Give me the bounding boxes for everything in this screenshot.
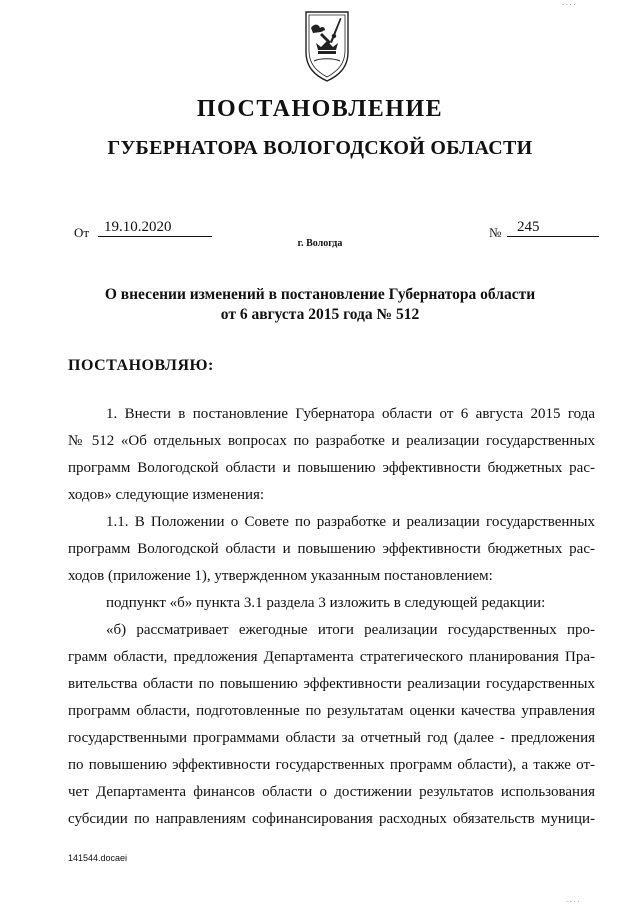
body-line: чет Департамента финансов области о достижении результатов использования [68, 784, 595, 800]
issue-city: г. Вологда [297, 238, 343, 249]
body-line: программ Вологодской области и повышению эффективности бюджетных рас- [68, 460, 595, 476]
body-line: государственными программами области за отчетный год (далее - предложения [68, 730, 595, 746]
body-line: по повышению эффективности государственных программ области), а также от- [68, 757, 595, 773]
scan-mark: . . . . [566, 897, 580, 904]
body-line: № 512 «Об отдельных вопросах по разработке и реализации государственных [68, 433, 595, 449]
body-line: вительства области по повышению эффективности реализации государственных [68, 676, 595, 692]
document-title: ПОСТАНОВЛЕНИЕ [196, 96, 444, 122]
document-issuer: ГУБЕРНАТОРА ВОЛОГОДСКОЙ ОБЛАСТИ [107, 137, 533, 159]
document-number: 245 [507, 219, 599, 237]
subject-line: от 6 августа 2015 года № 512 [220, 306, 420, 323]
body-line: ходов» следующие изменения: [68, 487, 265, 503]
file-code: 141544.docaei [68, 853, 128, 863]
scan-mark: . . . . [562, 0, 576, 7]
number-label: № [489, 225, 502, 240]
body-line: подпункт «б» пункта 3.1 раздела 3 изложить в следующей редакции: [106, 595, 546, 611]
subject-line: О внесении изменений в постановление Губернатора области [104, 286, 536, 303]
body-line: «б) рассматривает ежегодные итоги реализации государственных про- [106, 622, 595, 638]
vologda-coat-of-arms-icon [300, 6, 354, 84]
decree-heading: ПОСТАНОВЛЯЮ: [68, 357, 214, 374]
body-line: субсидии по направлениям софинансирования расходных обязательств муници- [68, 811, 595, 827]
body-line: 1.1. В Положении о Совете по разработке и реализации государственных [106, 514, 595, 530]
body-line: 1. Внести в постановление Губернатора области от 6 августа 2015 года [106, 406, 595, 422]
body-line: программ Вологодской области и повышению эффективности бюджетных рас- [68, 541, 595, 557]
document-date: 19.10.2020 [98, 219, 212, 237]
date-label: От [74, 225, 90, 240]
body-line: ходов (приложение 1), утвержденном указанным постановлением: [68, 568, 493, 584]
document-subject [0, 285, 640, 325]
body-line: программ области, подготовленные по результатам оценки качества управления [68, 703, 595, 719]
body-line: грамм области, предложения Департамента стратегического планирования Пра- [68, 649, 595, 665]
